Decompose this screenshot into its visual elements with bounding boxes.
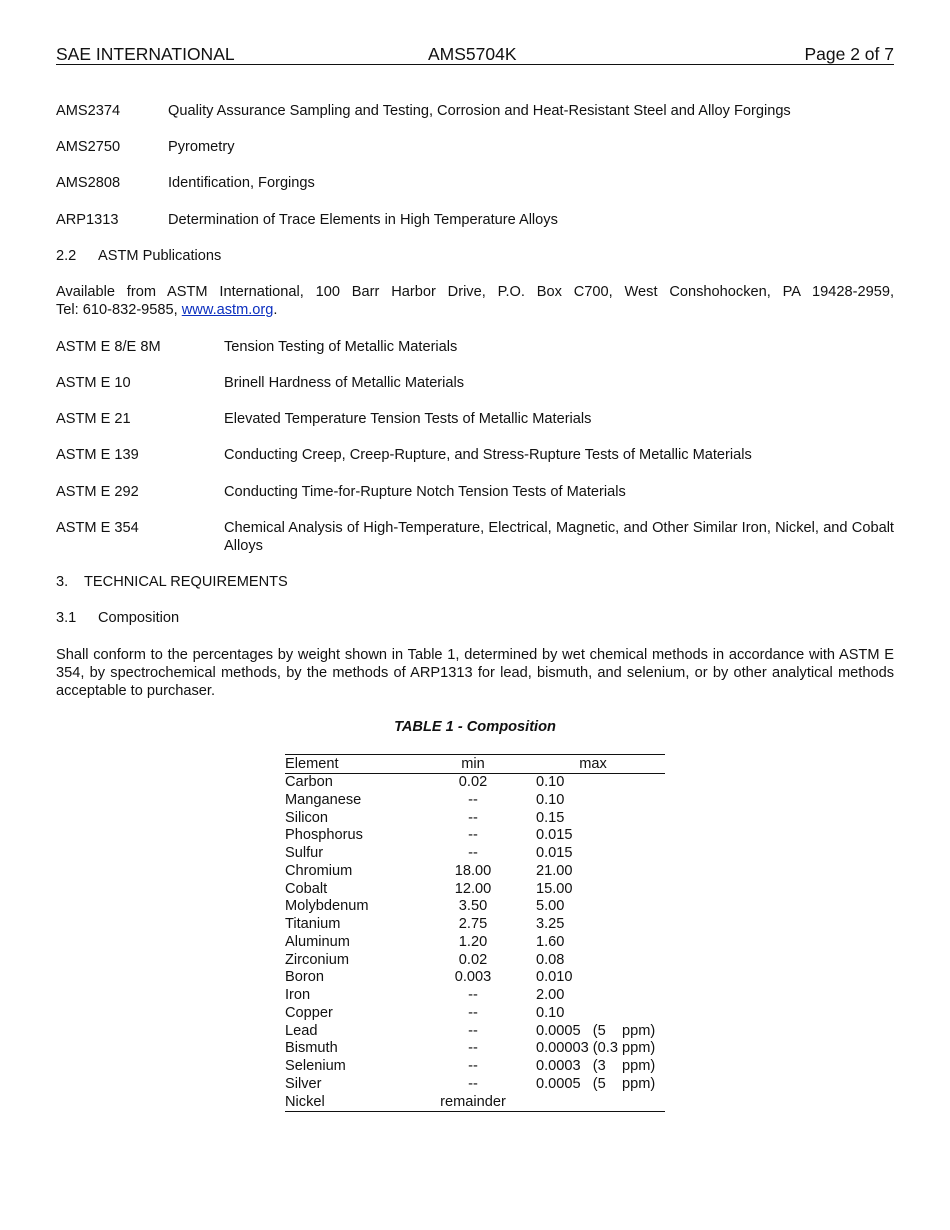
section-number: 3. (56, 574, 69, 590)
table-row (285, 810, 665, 828)
section-heading-3-1 (56, 609, 179, 627)
table-row (285, 845, 665, 863)
availability-line: Available from ASTM International, 100 Barr Harbor Drive, P.O. Box C700, West Conshohocken, PA 19428-2959, (56, 284, 894, 300)
section-title: TECHNICAL REQUIREMENTS (84, 574, 288, 590)
reference-title: Quality Assurance Sampling and Testing, Corrosion and Heat-Resistant Steel and Alloy Forgings (168, 103, 791, 119)
composition-table (285, 754, 665, 1112)
min-cell: -- (468, 791, 478, 808)
element-cell: Molybdenum (285, 898, 369, 915)
section-number: 2.2 (56, 248, 77, 264)
min-cell: -- (468, 1058, 478, 1074)
table-row (285, 1023, 665, 1041)
reference-title: Brinell Hardness of Metallic Materials (224, 375, 465, 391)
reference-code: ASTM E 21 (56, 411, 131, 427)
section-title: Composition (98, 610, 180, 626)
table-caption: TABLE 1 - Composition (394, 719, 556, 735)
composition-paragraph: Shall conform to the percentages by weight shown in Table 1, determined by wet chemical methods in accordance with ASTM E 354, by spectrochemical methods, by the methods of ARP1313 for lead, bismuth, and selenium, or by other analytical methods acceptable to purchaser. (56, 647, 894, 699)
max-cell: 2.00 (536, 987, 565, 1003)
table-row (285, 934, 665, 952)
max-cell: 0.08 (536, 951, 565, 968)
max-cell: 0.015 (536, 845, 573, 861)
table-row (285, 898, 665, 916)
min-cell: 18.00 (454, 862, 492, 879)
section-title: ASTM Publications (98, 248, 222, 264)
table-row (285, 916, 665, 934)
min-cell: -- (468, 1040, 478, 1057)
element-cell: Lead (285, 1022, 318, 1039)
reference-title: Pyrometry (168, 139, 235, 155)
table-row (285, 987, 665, 1005)
element-cell: Sulfur (285, 845, 324, 861)
reference-title: Chemical Analysis of High-Temperature, Electrical, Magnetic, and Other Similar Iron, Nickel, and Cobalt Alloys (224, 520, 894, 554)
min-cell: -- (468, 827, 478, 844)
max-cell: 0.10 (536, 791, 565, 808)
element-cell: Nickel (285, 1093, 325, 1110)
section-heading-2-2 (56, 247, 221, 265)
column-header-element: Element (285, 756, 339, 772)
element-cell: Manganese (285, 791, 362, 808)
reference-code: ARP1313 (56, 212, 119, 228)
reference-title: Conducting Creep, Creep-Rupture, and Stress-Rupture Tests of Metallic Materials (224, 447, 752, 463)
reference-title: Determination of Trace Elements in High Temperature Alloys (168, 212, 558, 228)
table-row (285, 881, 665, 899)
min-cell: -- (468, 1004, 478, 1021)
min-cell: 0.02 (458, 774, 488, 790)
reference-code: AMS2808 (56, 175, 121, 191)
table-row (285, 792, 665, 810)
max-cell: 0.010 (536, 969, 573, 986)
table-header-row (285, 755, 665, 774)
table-row (285, 1005, 665, 1023)
max-cell: 1.60 (536, 933, 565, 950)
table-row (285, 969, 665, 987)
page-header (56, 44, 894, 65)
min-cell: 2.75 (458, 916, 488, 932)
page-number: Page 2 of 7 (804, 44, 894, 64)
reference-title: Identification, Forgings (168, 175, 315, 191)
element-cell: Chromium (285, 862, 353, 879)
astm-website-link[interactable]: www.astm.org (181, 302, 274, 318)
min-cell: remainder (440, 1093, 506, 1110)
element-cell: Silicon (285, 809, 328, 826)
element-cell: Zirconium (285, 951, 350, 968)
element-cell: Cobalt (285, 880, 328, 897)
reference-code: ASTM E 10 (56, 375, 131, 391)
max-cell: 0.0003 (3 ppm) (536, 1058, 656, 1074)
max-cell: 0.015 (536, 827, 573, 844)
min-cell: 12.00 (454, 880, 492, 897)
reference-title: Tension Testing of Metallic Materials (224, 339, 458, 355)
max-cell: 0.10 (536, 1004, 565, 1021)
element-cell: Titanium (285, 916, 341, 932)
element-cell: Iron (285, 987, 311, 1003)
max-cell: 5.00 (536, 898, 565, 915)
table-row (285, 1076, 665, 1094)
min-cell: 0.02 (458, 951, 488, 968)
element-cell: Carbon (285, 774, 333, 790)
document-number: AMS5704K (428, 44, 517, 64)
reference-code: AMS2750 (56, 139, 121, 155)
max-cell: 15.00 (536, 880, 573, 897)
min-cell: 1.20 (458, 933, 488, 950)
max-cell: 0.0005 (5 ppm) (536, 1075, 656, 1092)
max-cell: 3.25 (536, 916, 565, 932)
element-cell: Aluminum (285, 933, 350, 950)
reference-title: Conducting Time-for-Rupture Notch Tension Tests of Materials (224, 484, 626, 500)
reference-code: AMS2374 (56, 103, 121, 119)
table-row (285, 952, 665, 970)
min-cell: 0.003 (454, 969, 492, 986)
table-row (285, 827, 665, 845)
max-cell: 0.15 (536, 809, 565, 826)
reference-code: ASTM E 8/E 8M (56, 339, 161, 355)
min-cell: -- (468, 1022, 478, 1039)
table-row (285, 1094, 665, 1112)
publisher-name: SAE INTERNATIONAL (56, 44, 235, 64)
table-row (285, 1058, 665, 1076)
max-cell: 21.00 (536, 862, 573, 879)
element-cell: Copper (285, 1004, 333, 1021)
max-cell: 0.10 (536, 774, 565, 790)
table-body (285, 774, 665, 1111)
section-number: 3.1 (56, 610, 77, 626)
min-cell: 3.50 (458, 898, 488, 915)
element-cell: Silver (285, 1075, 322, 1092)
element-cell: Boron (285, 969, 324, 986)
min-cell: -- (468, 987, 478, 1003)
min-cell: -- (468, 1075, 478, 1092)
element-cell: Selenium (285, 1058, 346, 1074)
availability-tel: Tel: 610-832-9585, (56, 302, 182, 318)
section-heading-3 (56, 573, 288, 591)
table-row (285, 774, 665, 792)
element-cell: Phosphorus (285, 827, 363, 844)
reference-code: ASTM E 139 (56, 447, 139, 463)
table-row (285, 1040, 665, 1058)
reference-code: ASTM E 292 (56, 484, 139, 500)
availability-period: . (273, 302, 278, 318)
element-cell: Bismuth (285, 1040, 338, 1057)
column-header-max: max (579, 756, 607, 772)
min-cell: -- (468, 809, 478, 826)
reference-title: Elevated Temperature Tension Tests of Metallic Materials (224, 411, 592, 427)
min-cell: -- (468, 845, 478, 861)
availability-line (56, 301, 894, 319)
table-row (285, 863, 665, 881)
astm-availability-paragraph (56, 283, 894, 319)
max-cell: 0.00003 (0.3 ppm) (536, 1040, 656, 1057)
reference-code: ASTM E 354 (56, 520, 139, 536)
column-header-min: min (461, 756, 485, 772)
max-cell: 0.0005 (5 ppm) (536, 1022, 656, 1039)
